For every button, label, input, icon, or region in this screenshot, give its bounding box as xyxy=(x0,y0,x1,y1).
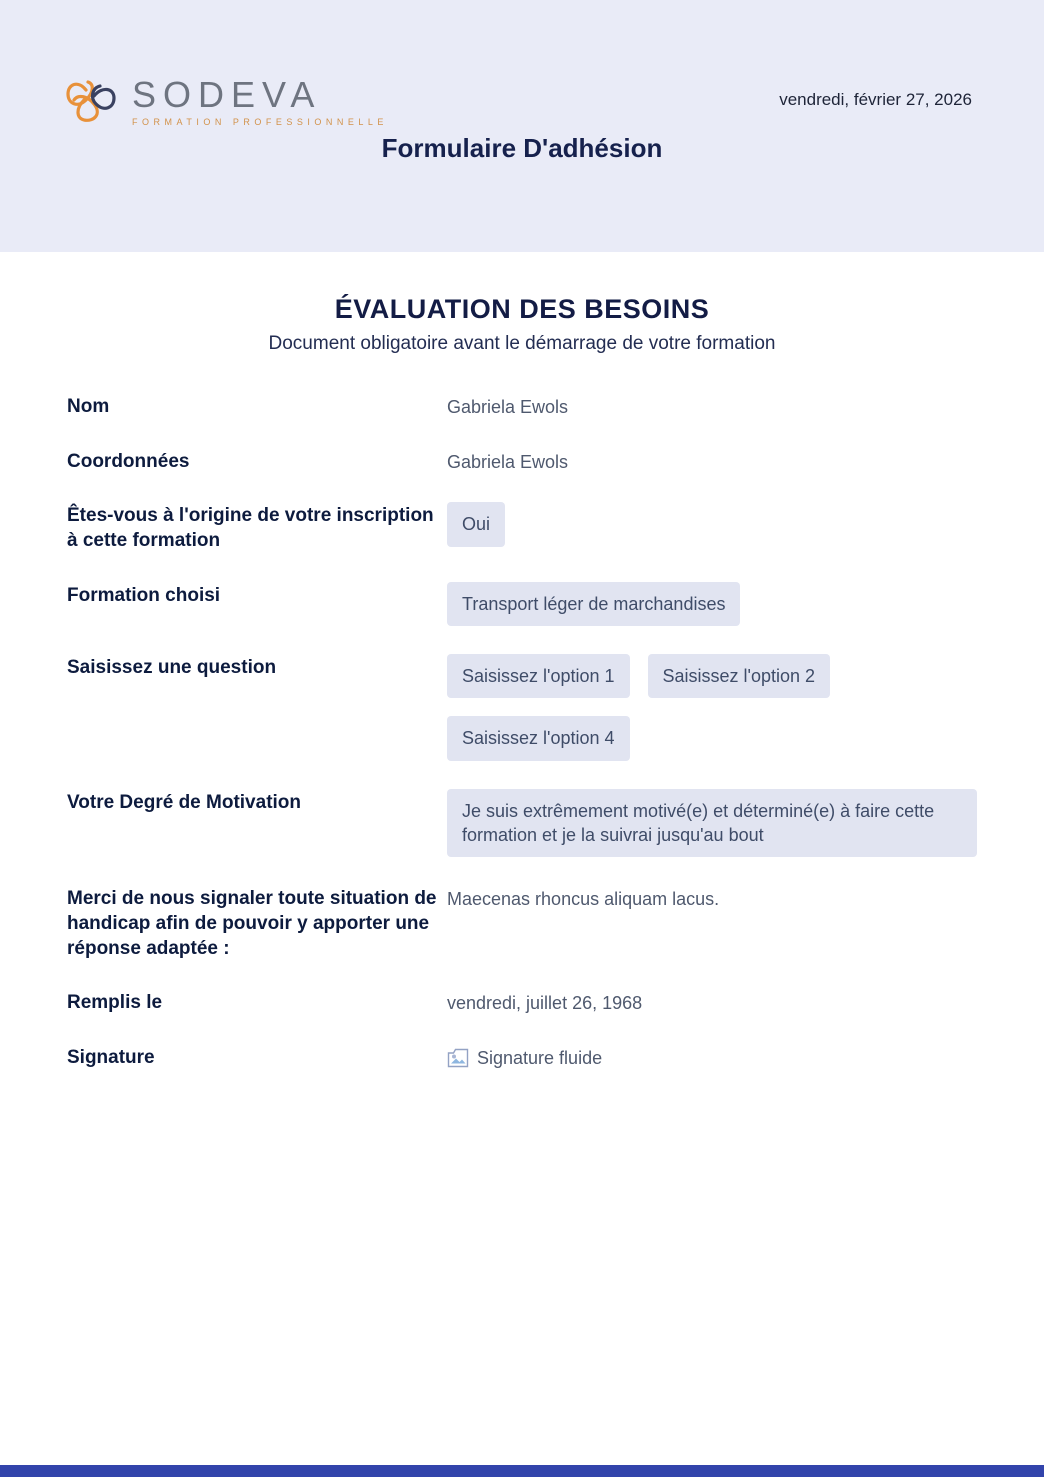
option-chip: Saisissez l'option 2 xyxy=(648,654,831,698)
form-field-row xyxy=(67,1044,977,1071)
document-body xyxy=(0,252,1044,1071)
broken-image-icon xyxy=(447,1048,469,1068)
field-value xyxy=(447,885,977,911)
form-field-row xyxy=(67,393,977,420)
field-value-text: Signature fluide xyxy=(477,1047,603,1068)
form-field-row xyxy=(67,582,977,626)
sodeva-logo-icon xyxy=(64,76,126,128)
form-field-row xyxy=(67,448,977,475)
form-field-row xyxy=(67,654,977,761)
form-field-row xyxy=(67,789,977,858)
field-label: Êtes-vous à l'origine de votre inscription à cette formation xyxy=(67,505,434,552)
field-value xyxy=(447,582,977,626)
page-title: Formulaire D'adhésion xyxy=(381,133,663,163)
section-subheading: Document obligatoire avant le démarrage de votre formation xyxy=(268,333,776,354)
field-value xyxy=(447,654,977,761)
field-label: Formation choisi xyxy=(67,584,221,606)
field-value xyxy=(447,1044,977,1070)
option-chip: Saisissez l'option 4 xyxy=(447,716,630,760)
document-date: vendredi, février 27, 2026 xyxy=(779,90,972,109)
field-value xyxy=(447,448,977,474)
logo-subtitle: FORMATION PROFESSIONNELLE xyxy=(132,116,388,127)
field-value-text: vendredi, juillet 26, 1968 xyxy=(447,993,643,1014)
option-chip: Transport léger de marchandises xyxy=(447,582,740,626)
brand-logo xyxy=(64,76,388,128)
form-field-row xyxy=(67,502,977,553)
section-heading: ÉVALUATION DES BESOINS xyxy=(334,294,710,324)
field-label: Remplis le xyxy=(67,992,163,1014)
field-label: Coordonnées xyxy=(67,450,190,472)
field-value xyxy=(447,393,977,419)
field-label: Nom xyxy=(67,396,110,417)
form-fields xyxy=(67,393,977,1071)
field-value xyxy=(447,789,977,858)
field-label: Signature xyxy=(67,1046,155,1068)
option-chip: Saisissez l'option 1 xyxy=(447,654,630,698)
logo-text xyxy=(132,76,388,127)
field-value-text: Gabriela Ewols xyxy=(447,397,569,417)
field-label: Votre Degré de Motivation xyxy=(67,791,302,813)
option-chip: Oui xyxy=(447,502,505,546)
footer-accent-bar xyxy=(0,1465,1044,1477)
option-chip: Je suis extrêmement motivé(e) et déterminé(e) à faire cette formation et je la suivrai jusqu'au bout xyxy=(447,789,977,858)
field-value xyxy=(447,502,977,546)
field-label: Saisissez une question xyxy=(67,657,277,679)
field-value xyxy=(447,989,977,1015)
logo-name: SODEVA xyxy=(132,74,322,115)
field-value-text: Gabriela Ewols xyxy=(447,451,569,472)
form-field-row xyxy=(67,885,977,961)
form-field-row xyxy=(67,989,977,1016)
header-band xyxy=(0,0,1044,252)
field-label: Merci de nous signaler toute situation de handicap afin de pouvoir y apporter une réponse adaptée : xyxy=(67,888,437,959)
field-value-text: Maecenas rhoncus aliquam lacus. xyxy=(447,889,720,910)
